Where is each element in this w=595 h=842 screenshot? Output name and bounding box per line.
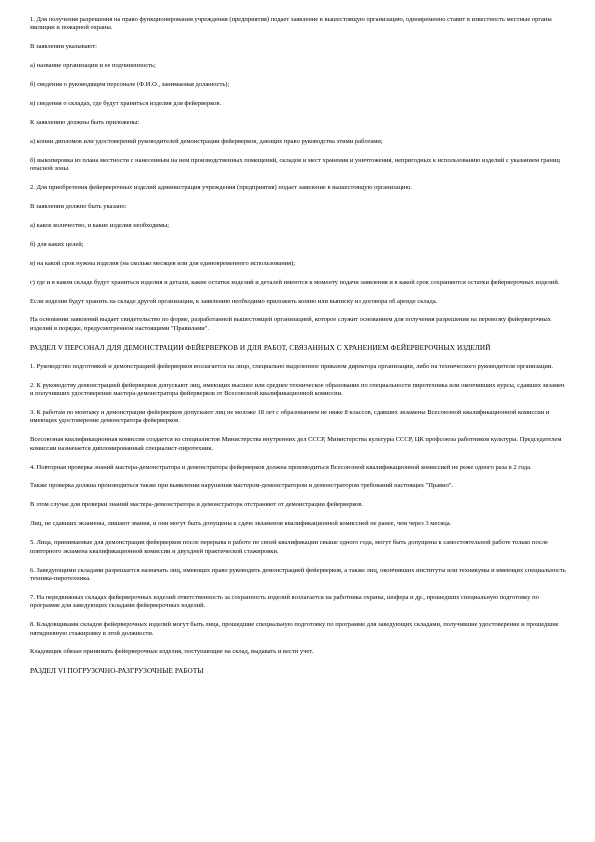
paragraph: В этом случае для проверки знаний мастера-демонстратора и демонстратора отстраняют от демонстрации фейерверков. (30, 501, 364, 509)
paragraph: 3. К работам по монтажу и демонстрации фейерверков допускают лиц не моложе 18 лет с образованием не ниже 8 классов, сдавших экзамены Всесоюзной квалификационной комиссии и имеющих удостоверение демонстратора фейерверков. (30, 408, 550, 425)
paragraph: 7. На передвижных складах фейерверочных изделий ответственность за сохранность изделий возлагается на работника охраны, шофера и др., прошедших специальную подготовку по программе для заведующих складами фейерверочных изделий. (30, 593, 539, 610)
paragraph: Лиц, не сдавших экзамены, лишают звания, и они могут быть допущены к сдаче экзаменов квалификационной комиссией не ранее, чем через 3 месяца. (30, 520, 452, 528)
paragraph: На основании заявлений выдает свидетельство по форме, разработанной вышестоящей организацией, которое служит основанием для получения разрешения на перевозку фейерверочных изделий в порядке, предусмотренном настоящими "Правилами". (30, 316, 552, 332)
paragraph: 2. Для приобретения фейерверочных изделий администрация учреждения (предприятия) подает заявление в вышестоящую организацию. (30, 184, 413, 192)
paragraph: б) сведения о руководящем персонале (Ф.И.О., занимаемая должность); (30, 81, 230, 89)
paragraph: б) выкопировка из плана местности с нанесенным на нем производственных помещений, складов и мест хранения и уничтожения, непригодных к использованию изделий с указанием границ опасной зоны. (30, 156, 560, 173)
paragraph: а) копии дипломов или удостоверений руководителей демонстрации фейерверков, дающих право руководства этими работами; (30, 137, 383, 145)
paragraph: Если изделия будут хранить на складе другой организации, к заявлению необходимо приложить копию или выписку из договора об аренде склада. (30, 297, 438, 305)
paragraph: 4. Повторная проверка знаний мастера-демонстратора и демонстратора фейерверков должна производиться Всесоюзной квалификационной комиссией не реже одного раза в 2 года. (30, 463, 532, 471)
paragraph: в) на какой срок нужны изделия (на сколько месяцев или для единовременного использования); (30, 259, 296, 267)
paragraph: б) для каких целей; (30, 240, 84, 248)
paragraph: г) где и в каком складе будут храниться изделия и детали, какие остатки изделий и деталей имеются к моменту подачи заявления и в какой срок сохраняются остатки фейерверочных изделий. (30, 278, 560, 286)
paragraph: Кладовщик обязан принимать фейерверочные изделия, поступающие на склад, выдавать и вести учет. (30, 648, 314, 656)
section-heading: РАЗДЕЛ V ПЕРСОНАЛ ДЛЯ ДЕМОНСТРАЦИИ ФЕЙЕРВЕРКОВ И ДЛЯ РАБОТ, СВЯЗАННЫХ С ХРАНЕНИЕМ ФЕЙЕРВЕРОЧНЫХ ИЗДЕЛИЙ (30, 343, 491, 352)
paragraph: 1. Руководство подготовкой и демонстрацией фейерверков возлагается на лицо, специально выделенное приказом директора организации, либо на технического руководителя организации. (30, 362, 554, 370)
paragraph: В заявлении указывают: (30, 43, 97, 51)
paragraph: в) сведения о складах, где будут храниться изделия для фейерверков. (30, 100, 222, 108)
paragraph: Всесоюзная квалификационная комиссия создается из специалистов Министерства внутренних дел СССР, Министерства культуры СССР, ЦК профсоюза работников культуры. Председателем комиссии назначается дипломированный специалист-пиротехник. (30, 436, 562, 452)
section-heading: РАЗДЕЛ VI ПОГРУЗОЧНО-РАЗГРУЗОЧНЫЕ РАБОТЫ (30, 667, 204, 676)
paragraph: а) какое количество, и какие изделия необходимы; (30, 221, 170, 229)
paragraph: Также проверка должна производиться также при выявлении нарушения мастером-демонстратором и демонстратором требований настоящих "Правил". (30, 482, 454, 490)
paragraph: 1. Для получения разрешения на право функционирования учреждения (предприятия) подает заявление в вышестоящую организацию, одновременно ставит в известность местные органы милиции и пожарной охраны. (30, 16, 552, 32)
paragraph: 6. Заведующими складами разрешается назначать лиц, имеющих право руководить демонстрацией фейерверков, а также лиц, окончивших институты или техникумы и имеющих специальность техника-пиротехника. (30, 566, 566, 582)
paragraph: а) название организации и ее подчиненность; (30, 62, 156, 70)
paragraph: 8. Кладовщиками складов фейерверочных изделий могут быть лица, прошедшие специальную подготовку по программе для заведующих складами, получившие удостоверение и прошедшие пятидневную стажировку в этой должности. (30, 621, 559, 637)
document-body (30, 16, 566, 686)
paragraph: 5. Лица, принимаемые для демонстрации фейерверков после перерыва в работе по своей квалификации свыше одного года, могут быть допущены к самостоятельной работе только после повторного экзамена квалификационной комиссии и двухдней практической стажировки. (30, 539, 548, 555)
paragraph: В заявлении должно быть указано: (30, 202, 127, 210)
paragraph: К заявлению должны быть приложены: (30, 118, 140, 126)
paragraph: 2. К руководству демонстрацией фейерверков допускают лиц, имеющих высшее или среднее техническое образование по специальности пиротехника или окончивших курсы, сдавших экзамен и получивших удостоверение мастера-демонстратора фейерверков от Всесоюзной квалификационной комиссии. (30, 381, 565, 398)
